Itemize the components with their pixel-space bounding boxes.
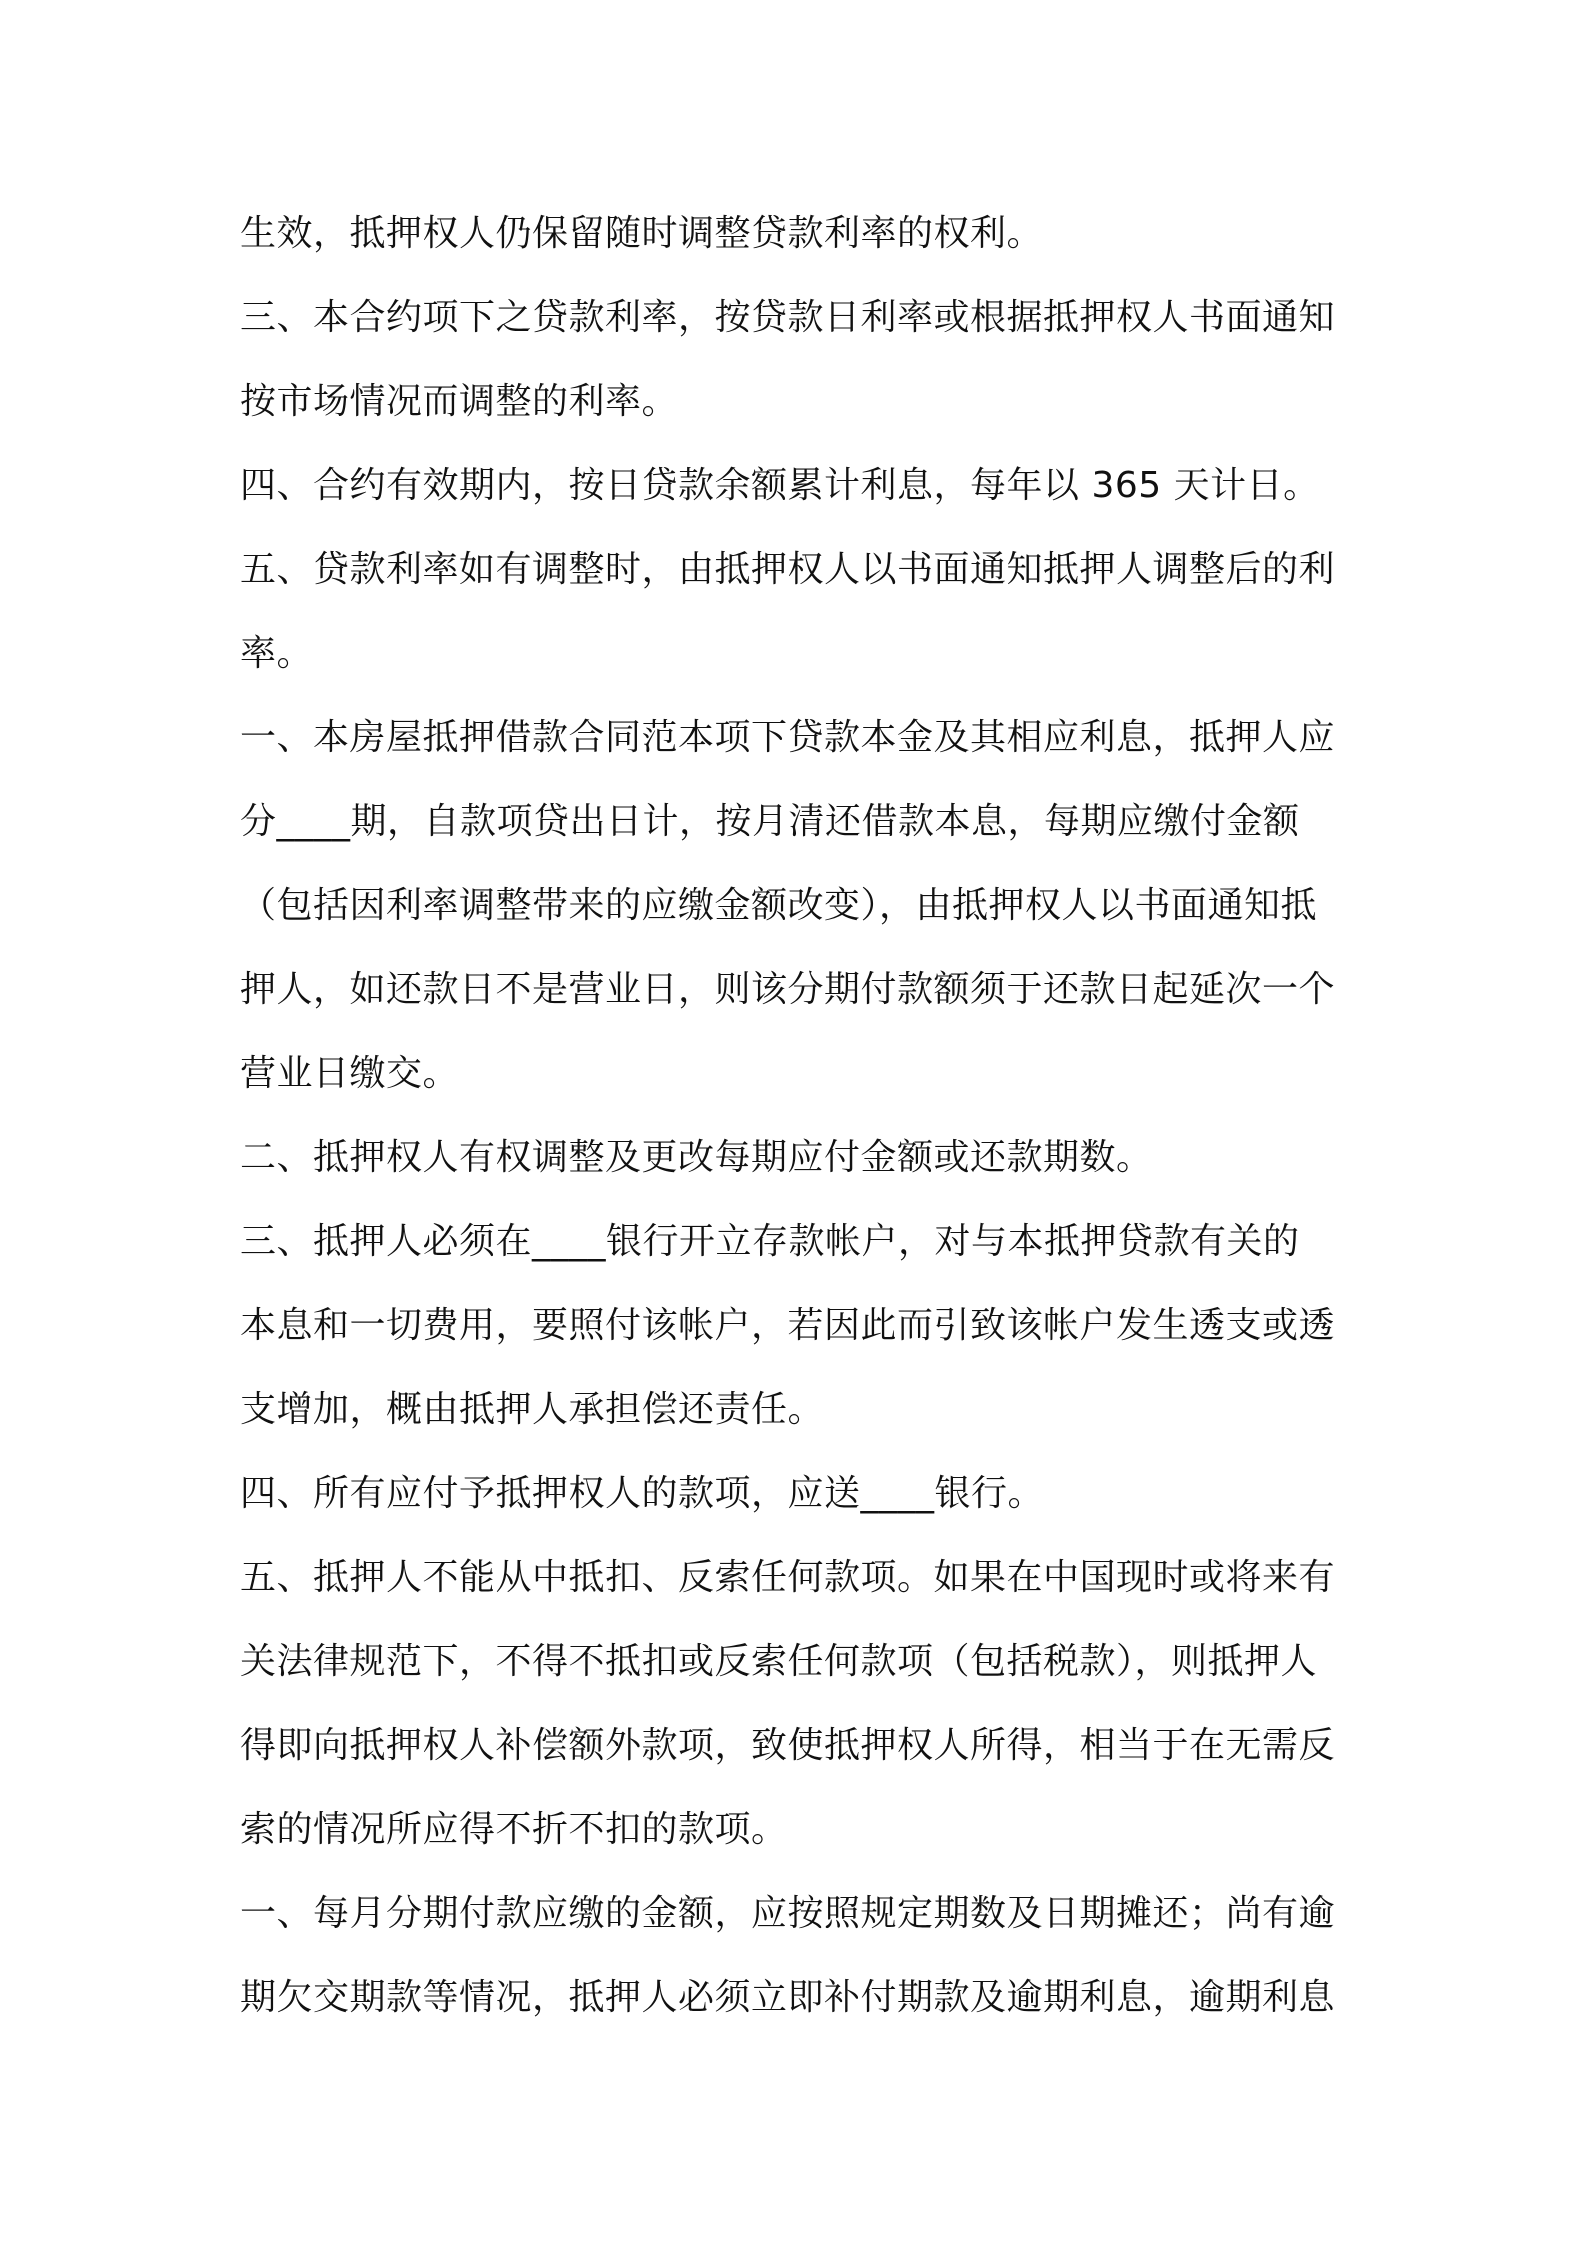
text-line: 率。 [240, 633, 314, 674]
text-line: 关法律规范下，不得不抵扣或反索任何款项（包括税款），则抵押人 [240, 1641, 1318, 1682]
text-line: 索的情况所应得不折不扣的款项。 [240, 1809, 788, 1850]
text-line: 四、所有应付予抵押权人的款项，应送____银行。 [240, 1473, 1045, 1514]
text-line: 支增加，概由抵押人承担偿还责任。 [240, 1389, 825, 1430]
text-line: 分____期，自款项贷出日计，按月清还借款本息，每期应缴付金额 [240, 801, 1300, 842]
text-line: 五、抵押人不能从中抵扣、反索任何款项。如果在中国现时或将来有 [240, 1557, 1336, 1598]
text-line: 一、每月分期付款应缴的金额，应按照规定期数及日期摊还；尚有逾 [240, 1893, 1336, 1934]
text-line: 本息和一切费用，要照付该帐户，若因此而引致该帐户发生透支或透 [240, 1305, 1336, 1346]
text-line: 二、抵押权人有权调整及更改每期应付金额或还款期数。 [240, 1137, 1153, 1178]
text-line: 押人，如还款日不是营业日，则该分期付款额须于还款日起延次一个 [240, 969, 1336, 1010]
text-line: （包括因利率调整带来的应缴金额改变），由抵押权人以书面通知抵 [240, 885, 1318, 926]
text-line: 得即向抵押权人补偿额外款项，致使抵押权人所得，相当于在无需反 [240, 1725, 1336, 1766]
text-line: 四、合约有效期内，按日贷款余额累计利息，每年以 365 天计日。 [240, 465, 1320, 506]
text-line: 五、贷款利率如有调整时，由抵押权人以书面通知抵押人调整后的利 [240, 549, 1336, 590]
document-body [240, 192, 1360, 2040]
text-line: 一、本房屋抵押借款合同范本项下贷款本金及其相应利息，抵押人应 [240, 717, 1336, 758]
text-line: 期欠交期款等情况，抵押人必须立即补付期款及逾期利息，逾期利息 [240, 1977, 1336, 2018]
text-line: 按市场情况而调整的利率。 [240, 381, 679, 422]
text-line: 三、抵押人必须在____银行开立存款帐户，对与本抵押贷款有关的 [240, 1221, 1300, 1262]
text-line: 生效，抵押权人仍保留随时调整贷款利率的权利。 [240, 213, 1044, 254]
text-line: 三、本合约项下之贷款利率，按贷款日利率或根据抵押权人书面通知 [240, 297, 1336, 338]
text-line: 营业日缴交。 [240, 1053, 460, 1094]
